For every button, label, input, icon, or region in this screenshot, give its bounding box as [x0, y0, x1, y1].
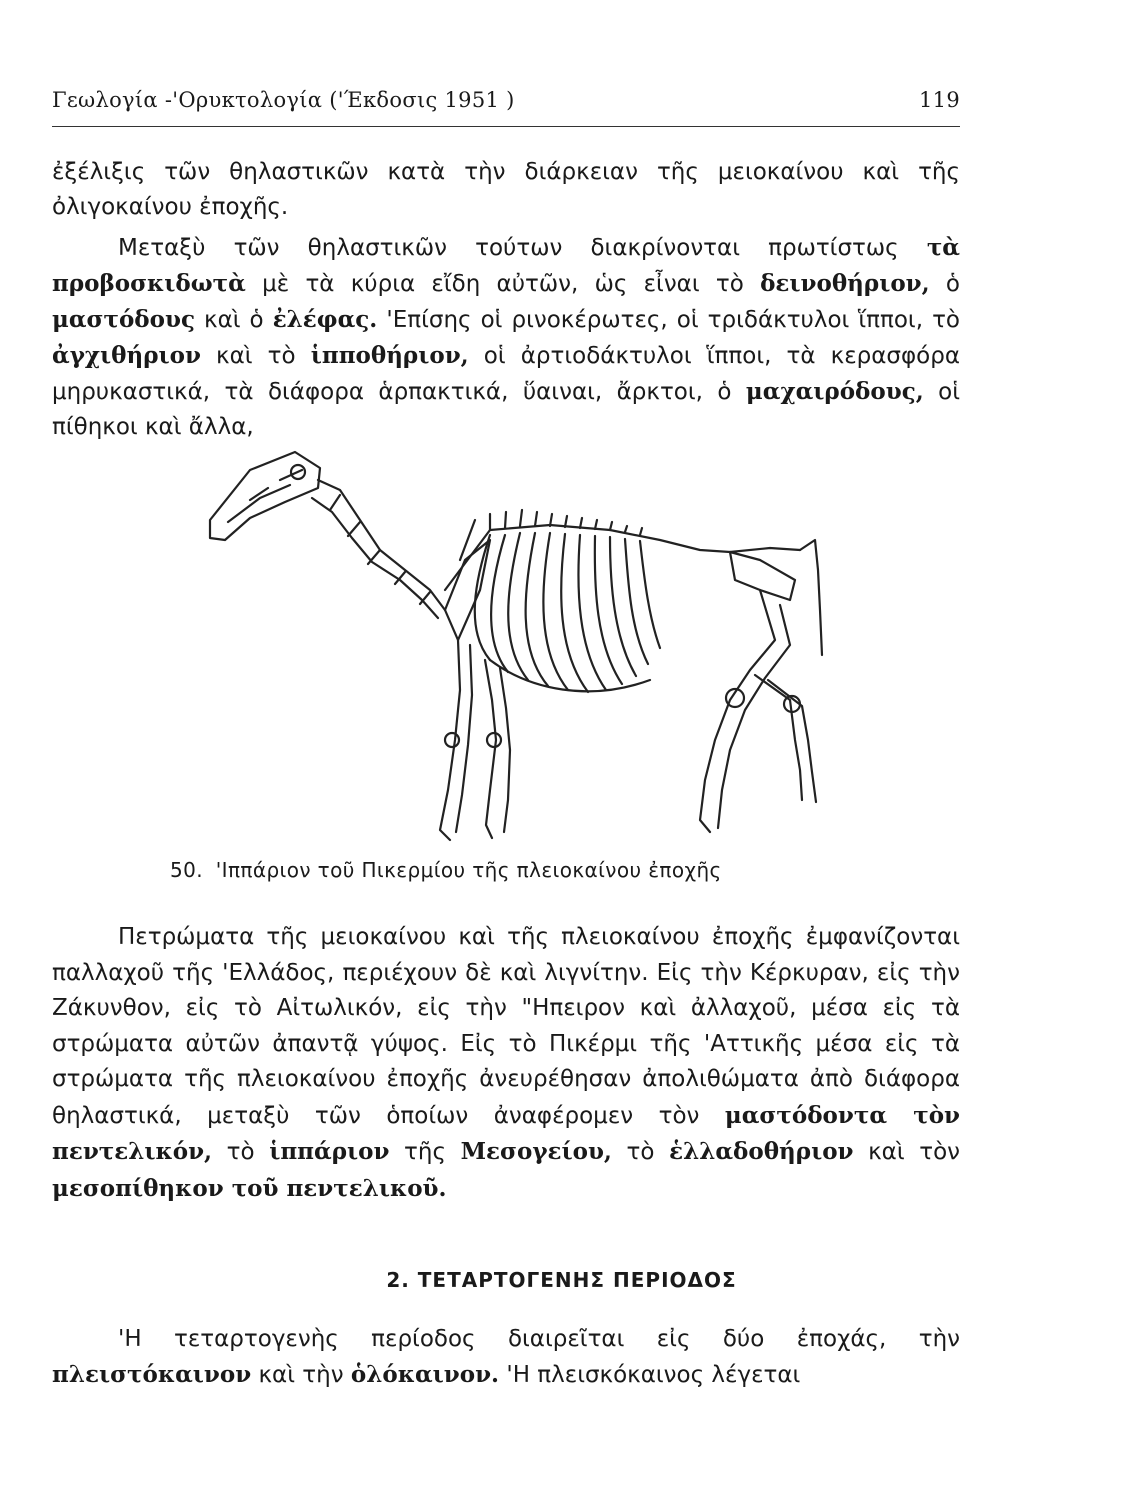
- hipparion-skeleton-illustration: [190, 440, 850, 850]
- figure-caption-text: 'Ιππάριον τοῦ Πικερμίου τῆς πλειοκαίνου ἐποχῆς: [215, 858, 722, 882]
- header-rule: [52, 126, 960, 127]
- bold-term: μαστόδοντα τὸν πεντελικόν,: [52, 1101, 960, 1165]
- bold-term: πλειστόκαινον: [52, 1361, 252, 1388]
- paragraph-1-text: ἐξέλιξις τῶν θηλαστικῶν κατὰ τὴν διάρκειαν τῆς μειοκαίνου καὶ τῆς ὀλιγοκαίνου ἐποχῆς.: [52, 159, 960, 220]
- bold-term: ἐλέφας.: [272, 306, 378, 333]
- text-run: 'Επίσης οἱ ρινοκέρωτες, οἱ τριδάκτυλοι ἵπποι, τὸ: [377, 307, 960, 333]
- bold-term: ἱππάριον: [269, 1138, 390, 1165]
- paragraph-4: [52, 1322, 960, 1393]
- bold-term: μεσοπίθηκον τοῦ πεντελικοῦ.: [52, 1174, 447, 1202]
- text-run: καὶ τὸ: [200, 343, 311, 369]
- page-number: 119: [919, 88, 960, 112]
- text-run: μὲ τὰ κύρια εἴδη αὐτῶν, ὡς εἶναι τὸ: [245, 271, 761, 297]
- text-run: οἱ πίθηκοι καὶ ἄλλα,: [52, 379, 960, 440]
- text-run: τὸ: [611, 1139, 670, 1165]
- hipparion-skeleton-figure: [190, 440, 850, 850]
- text-run: 'Η τεταρτογενὴς περίοδος διαιρεῖται εἰς δύο ἐποχάς, τὴν: [118, 1326, 960, 1352]
- figure-caption: [170, 858, 970, 882]
- text-run: οἱ ἀρτιοδάκτυλοι ἵπποι, τὰ κερασφόρα μηρυκαστικά, τὰ διάφορα ἁρπακτικά, ὕαιναι, ἄρκτοι, ὁ: [52, 343, 960, 405]
- text-run: καὶ τὸν: [853, 1139, 960, 1165]
- bold-term: δεινοθήριον,: [760, 270, 930, 297]
- text-run: ὁ: [929, 271, 960, 297]
- running-header: [52, 88, 960, 112]
- figure-number: 50.: [170, 858, 204, 882]
- paragraph-1: [52, 155, 960, 225]
- text-run: Πετρώματα τῆς μειοκαίνου καὶ τῆς πλειοκαίνου ἐποχῆς ἐμφανίζονται παλλαχοῦ τῆς 'Ελλάδος, περιέχουν δὲ καὶ λιγνίτην. Εἰς τὴν Κέρκυραν, εἰς τὴν Ζάκυνθον, εἰς τὸ Αἰτωλικόν, εἰς τὴν "Ηπειρον καὶ ἀλλαχοῦ, μέσα εἰς τὰ στρώματα αὐτῶν ἀπαντᾷ γύψος. Εἰς τὸ Πικέρμι τῆς 'Αττικῆς μέσα εἰς τὰ στρώματα τῆς πλειοκαίνου ἐποχῆς ἀνευρέθησαν ἀπολιθώματα ἀπὸ διάφορα θηλαστικά, μεταξὺ τῶν ὁποίων ἀναφέρομεν τὸν: [52, 924, 960, 1129]
- bold-term: ἑλλαδοθήριον: [669, 1138, 854, 1165]
- bold-term: μαχαιρόδους,: [745, 378, 924, 405]
- bold-term: ἀγχιθήριον: [52, 342, 201, 369]
- text-run: τὸ: [212, 1139, 270, 1165]
- running-title: Γεωλογία -'Ορυκτολογία ('Έκδοσις 1951 ): [52, 88, 515, 112]
- text-run: τῆς: [389, 1139, 461, 1165]
- text-run: 'Η πλεισκόκαινος λέγεται: [499, 1362, 801, 1388]
- bold-term: τὰ προβοσκιδωτὰ: [52, 234, 960, 297]
- bold-term: ὁλόκαινον.: [350, 1361, 500, 1388]
- text-run: καὶ τὴν: [251, 1362, 351, 1388]
- section-heading: 2. ΤΕΤΑΡΤΟΓΕΝΗΣ ΠΕΡΙΟΔΟΣ: [386, 1268, 737, 1292]
- text-run: Μεταξὺ τῶν θηλαστικῶν τούτων διακρίνονται πρωτίστως: [118, 235, 927, 261]
- paragraph-3: [52, 920, 960, 1207]
- paragraph-2: [52, 230, 960, 445]
- bold-term: μαστόδους: [52, 306, 195, 333]
- text-run: καὶ ὁ: [194, 307, 273, 333]
- bold-term: ἱπποθήριον,: [310, 342, 469, 369]
- bold-term: Μεσογείου,: [460, 1138, 612, 1165]
